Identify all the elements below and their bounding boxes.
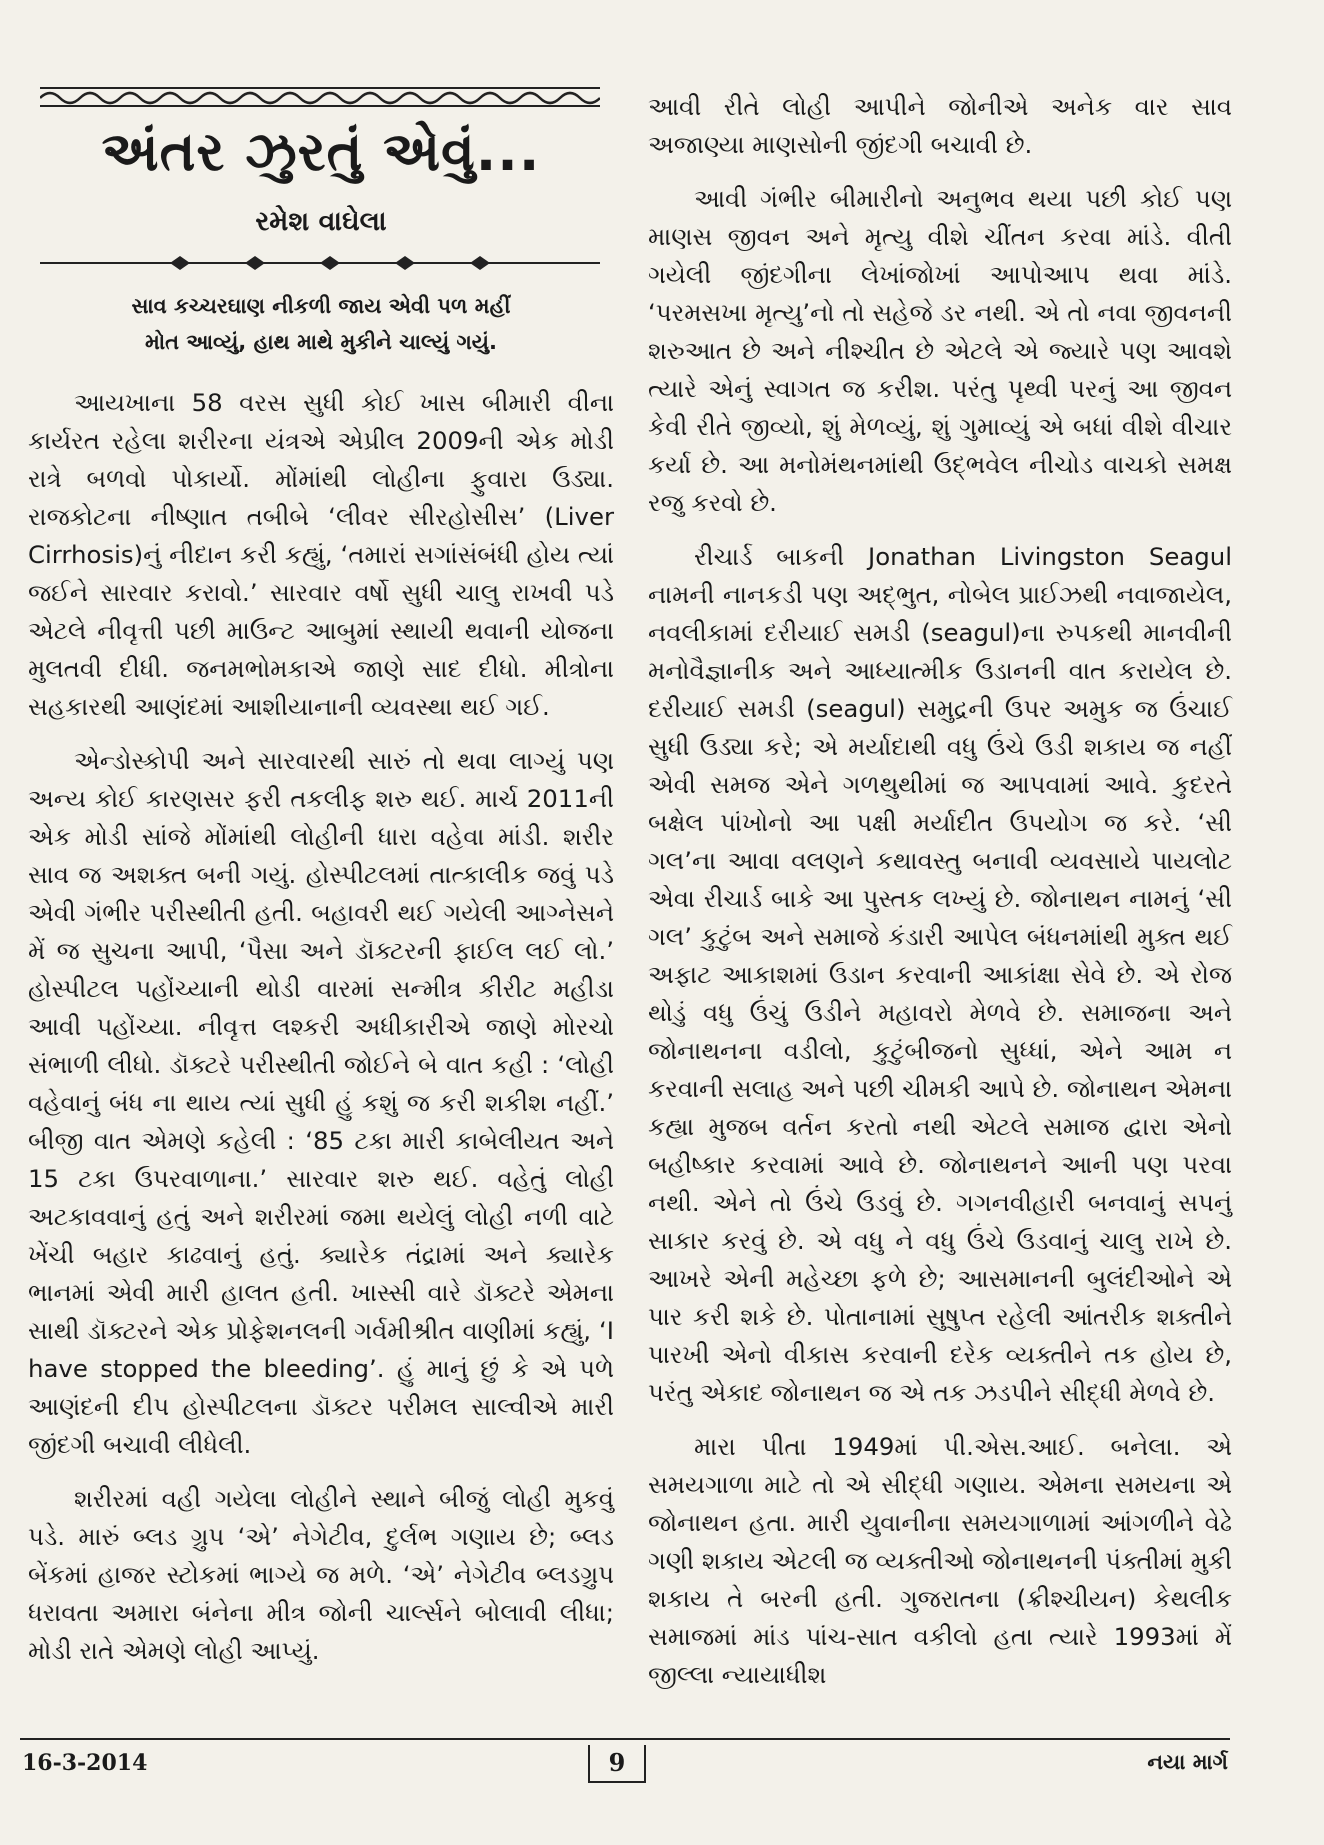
epigraph xyxy=(28,288,614,360)
page-number: 9 xyxy=(588,1745,646,1783)
right-column xyxy=(648,88,1232,1694)
epigraph-line: સાવ કચ્ચરઘાણ નીકળી જાય એવી પળ મહીં xyxy=(131,294,511,318)
paragraph: આવી રીતે લોહી આપીને જોનીએ અનેક વાર સાવ અજાણ્યા માણસોની જીંદગી બચાવી છે. xyxy=(648,92,1232,159)
divider-ornament-icon xyxy=(40,252,600,274)
article-title: અંતર ઝુરતું એવું... xyxy=(101,120,541,183)
journal-name: નયા માર્ગ xyxy=(1147,1750,1228,1774)
title-block xyxy=(28,84,614,384)
paragraph: આયખાના 58 વરસ સુધી કોઈ ખાસ બીમારી વીના કાર્યરત રહેલા શરીરના યંત્રએ એપ્રીલ 2009ની એક મોડી રાત્રે બળવો પોકાર્યો. મોંમાંથી લોહીના ફુવારા ઉડ્યા. રાજકોટના નીષ્ણાત તબીબે ‘લીવર સીરહોસીસ’ (Liver Cirrhosis)નું નીદાન કરી કહ્યું, ‘તમારાં સગાંસંબંધી હોય ત્યાં જઈને સારવાર કરાવો.’ સારવાર વર્ષો સુધી ચાલુ રાખવી પડે એટલે નીવૃત્તી પછી માઉન્ટ આબુમાં સ્થાયી થવાની યોજના મુલતવી દીધી. જનમભોમકાએ જાણે સાદ દીધો. મીત્રોના સહકારથી આણંદમાં આશીયાનાની વ્યવસ્થા થઈ ગઈ. xyxy=(28,388,614,721)
wave-ornament-icon xyxy=(40,84,600,108)
author-name: રમેશ વાઘેલા xyxy=(255,206,387,237)
left-column xyxy=(28,384,614,1670)
footer-divider xyxy=(20,1738,1230,1740)
epigraph-line: મોત આવ્યું, હાથ માથે મુકીને ચાલ્યું ગયું. xyxy=(145,330,497,354)
paragraph: એન્ડોસ્કોપી અને સારવારથી સારું તો થવા લાગ્યું પણ અન્ય કોઈ કારણસર ફરી તકલીફ શરુ થઈ. માર્ચ 2011ની એક મોડી સાંજે મોંમાંથી લોહીની ધારા વહેવા માંડી. શરીર સાવ જ અશક્ત બની ગયું. હોસ્પીટલમાં તાત્કાલીક જવું પડે એવી ગંભીર પરીસ્થીતી હતી. બહાવરી થઈ ગયેલી આગ્નેસને મેં જ સુચના આપી, ‘પૈસા અને ડૉક્ટરની ફાઈલ લઈ લો.’ હોસ્પીટલ પહોંચ્યાની થોડી વારમાં સન્મીત્ર કીરીટ મહીડા આવી પહોંચ્યા. નીવૃત્ત લશ્કરી અધીકારીએ જાણે મોરચો સંભાળી લીધો. ડૉક્ટરે પરીસ્થીતી જોઈને બે વાત કહી : ‘લોહી વહેવાનું બંધ ના થાય ત્યાં સુધી હું કશું જ કરી શકીશ નહીં.’ બીજી વાત એમણે કહેલી : ‘85 ટકા મારી કાબેલીયત અને 15 ટકા ઉપરવાળાના.’ સારવાર શરુ થઈ. વહેતું લોહી અટકાવવાનું હતું અને શરીરમાં જમા થયેલું લોહી નળી વાટે ખેંચી બહાર કાઢવાનું હતું. ક્યારેક તંદ્રામાં અને ક્યારેક ભાનમાં એવી મારી હાલત હતી. ખાસ્સી વારે ડૉક્ટરે એમના સાથી ડૉક્ટરને એક પ્રોફેશનલની ગર્વમીશ્રીત વાણીમાં કહ્યું, ‘I have stopped the bleeding’. હું માનું છું કે એ પળે આણંદની દીપ હોસ્પીટલના ડૉક્ટર પરીમલ સાલ્વીએ મારી જીંદગી બચાવી લીધેલી. xyxy=(28,746,614,1459)
paragraph: મારા પીતા 1949માં પી.એસ.આઈ. બનેલા. એ સમયગાળા માટે તો એ સીદ્ધી ગણાય. એમના સમયના એ જોનાથન હતા. મારી યુવાનીના સમયગાળામાં આંગળીને વેઢે ગણી શકાય એટલી જ વ્યક્તીઓ જોનાથનની પંક્તીમાં મુકી શકાય તે બરની હતી. ગુજરાતના (ક્રીશ્ચીયન) કેથલીક સમાજમાં માંડ પાંચ-સાત વકીલો હતા ત્યારે 1993માં મેં જીલ્લા ન્યાયાધીશ xyxy=(648,1432,1232,1689)
paragraph: રીચાર્ડ બાકની Jonathan Livingston Seagul નામની નાનકડી પણ અદ્ભુત, નોબેલ પ્રાઈઝથી નવાજાયેલ, નવલીકામાં દરીયાઈ સમડી (seagul)ના રુપકથી માનવીની મનોવૈજ્ઞાનીક અને આધ્યાત્મીક ઉડાનની વાત કરાયેલ છે. દરીયાઈ સમડી (seagul) સમુદ્રની ઉપર અમુક જ ઉંચાઈ સુધી ઉડ્યા કરે; એ મર્યાદાથી વધુ ઉંચે ઉડી શકાય જ નહીં એવી સમજ એને ગળથુથીમાં જ આપવામાં આવે. કુદરતે બક્ષેલ પાંખોનો આ પક્ષી મર્યાદીત ઉપયોગ જ કરે. ‘સી ગલ’ના આવા વલણને કથાવસ્તુ બનાવી વ્યવસાયે પાયલોટ એવા રીચાર્ડ બાકે આ પુસ્તક લખ્યું છે. જોનાથન નામનું ‘સી ગલ’ કુટુંબ અને સમાજે કંડારી આપેલ બંધનમાંથી મુક્ત થઈ અફાટ આકાશમાં ઉડાન કરવાની આકાંક્ષા સેવે છે. એ રોજ થોડું વધુ ઉંચું ઉડીને મહાવરો મેળવે છે. સમાજના અને જોનાથનના વડીલો, કુટુંબીજનો સુધ્ધાં, એને આમ ન કરવાની સલાહ અને પછી ચીમકી આપે છે. જોનાથન એમના કહ્યા મુજબ વર્તન કરતો નથી એટલે સમાજ દ્વારા એનો બહીષ્કાર કરવામાં આવે છે. જોનાથનને આની પણ પરવા નથી. એને તો ઉંચે ઉડવું છે. ગગનવીહારી બનવાનું સપનું સાકાર કરવું છે. એ વધુ ને વધુ ઉંચે ઉડવાનું ચાલુ રાખે છે. આખરે એની મહેચ્છા ફળે છે; આસમાનની બુલંદીઓને એ પાર કરી શકે છે. પોતાનામાં સુષુપ્ત રહેલી આંતરીક શક્તીને પારખી એનો વીકાસ કરવાની દરેક વ્યક્તીને તક હોય છે, પરંતુ એકાદ જોનાથન જ એ તક ઝડપીને સીદ્ધી મેળવે છે. xyxy=(648,542,1232,1407)
paragraph: આવી ગંભીર બીમારીનો અનુભવ થયા પછી કોઈ પણ માણસ જીવન અને મૃત્યુ વીશે ચીંતન કરવા માંડે. વીતી ગયેલી જીંદગીના લેખાંજોખાં આપોઆપ થવા માંડે. ‘પરમસખા મૃત્યુ’નો તો સહેજે ડર નથી. એ તો નવા જીવનની શરુઆત છે અને નીશ્ચીત છે એટલે એ જ્યારે પણ આવશે ત્યારે એનું સ્વાગત જ કરીશ. પરંતુ પૃથ્વી પરનું આ જીવન કેવી રીતે જીવ્યો, શું મેળવ્યું, શું ગુમાવ્યું એ બધાં વીશે વીચાર કર્યા છે. આ મનોમંથનમાંથી ઉદ્ભવેલ નીચોડ વાચકો સમક્ષ રજુ કરવો છે. xyxy=(648,184,1232,517)
paragraph: શરીરમાં વહી ગયેલા લોહીને સ્થાને બીજું લોહી મુકવું પડે. મારું બ્લડ ગ્રુપ ‘એ’ નેગેટીવ, દુર્લભ ગણાય છે; બ્લડ બેંકમાં હાજર સ્ટોકમાં ભાગ્યે જ મળે. ‘એ’ નેગેટીવ બ્લડગ્રુપ ધરાવતા અમારા બંનેના મીત્ર જોની ચાર્લ્સને બોલાવી લીધા; મોડી રાતે એમણે લોહી આપ્યું. xyxy=(28,1484,614,1665)
issue-date: 16-3-2014 xyxy=(22,1750,148,1776)
